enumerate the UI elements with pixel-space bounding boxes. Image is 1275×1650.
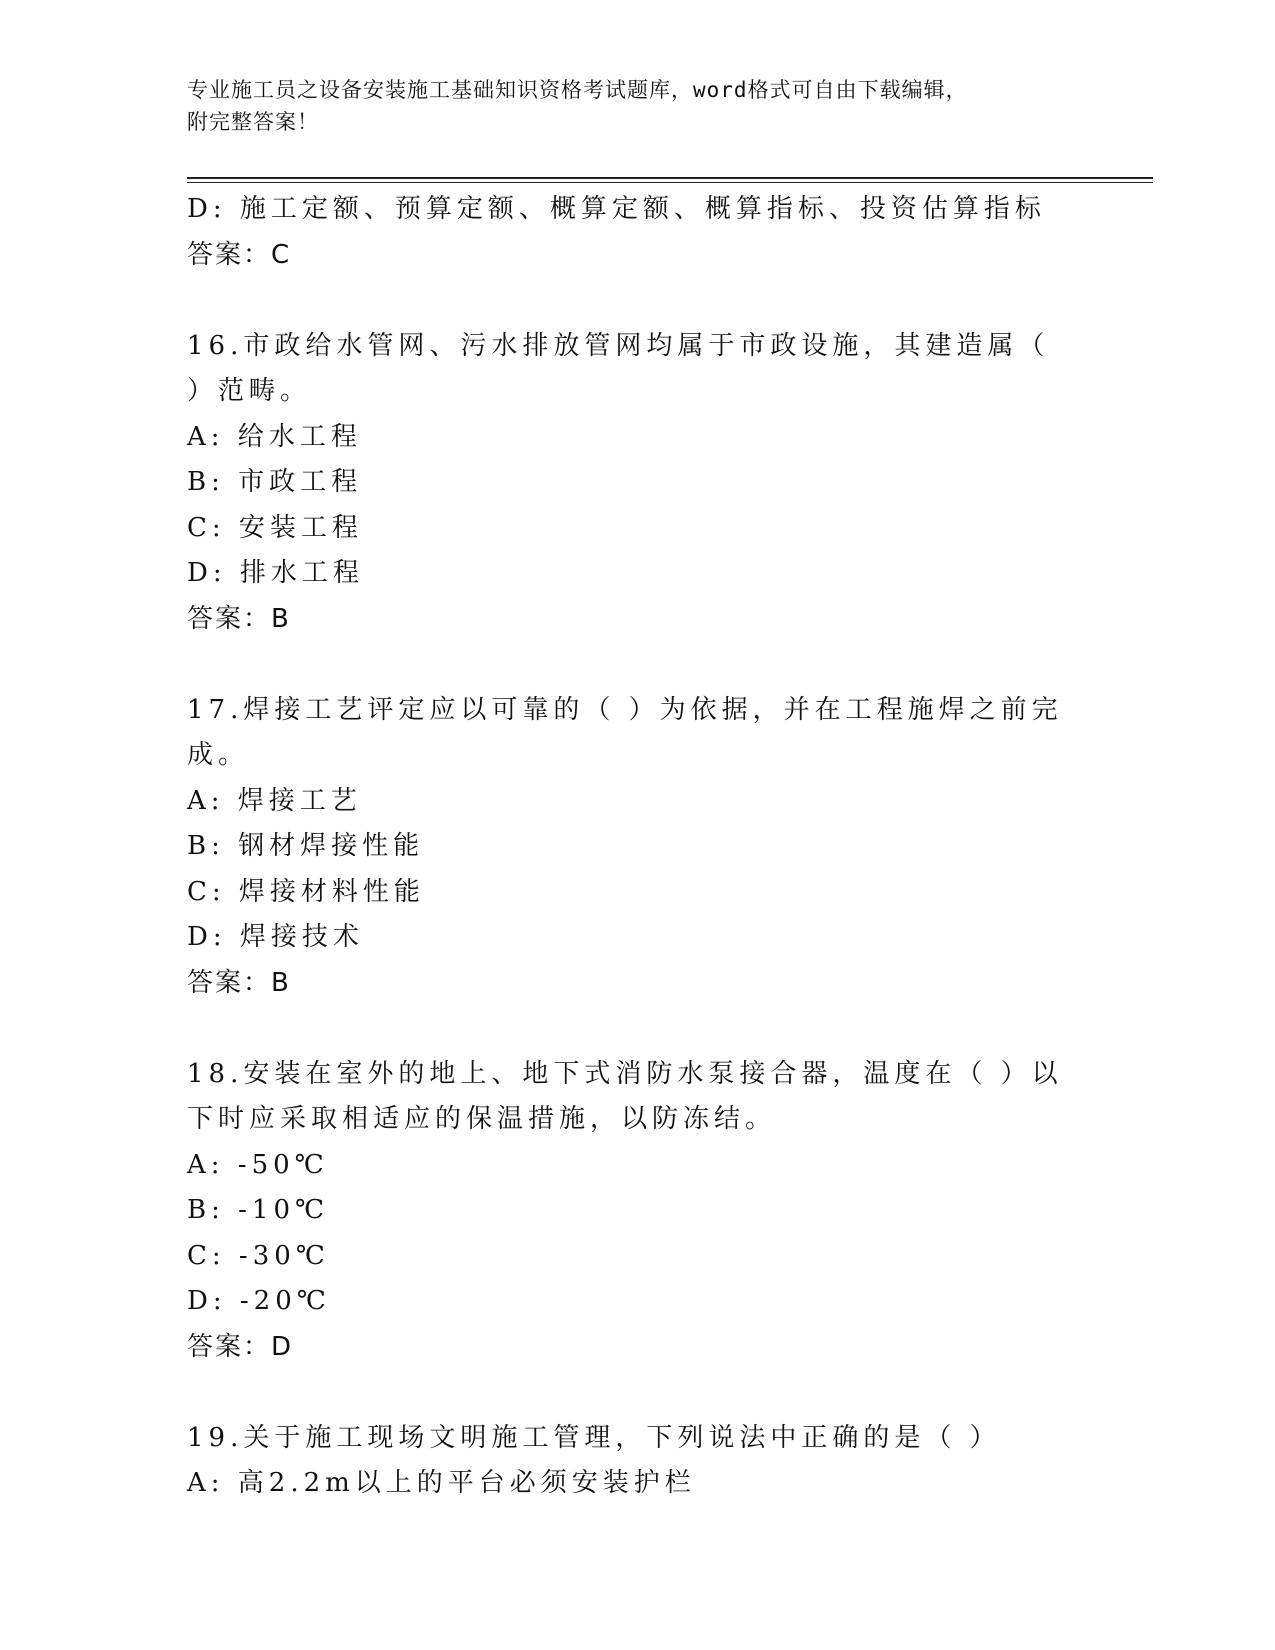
option-d: D: 排水工程 [187, 558, 364, 588]
answer: 答案：D [187, 1331, 294, 1362]
option-b: B: -10℃ [187, 1195, 330, 1225]
option-c: C: 安装工程 [187, 512, 363, 543]
header-divider-thin [187, 182, 1153, 183]
spacer [187, 1370, 1067, 1416]
answer: 答案：B [187, 603, 291, 634]
option-c: C: -30℃ [187, 1240, 330, 1271]
header-title-line-1: 专业施工员之设备安装施工基础知识资格考试题库，word格式可自由下载编辑， [187, 78, 968, 102]
question-stem: 18.安装在室外的地上、地下式消防水泵接合器，温度在（ ）以下时应采取相适应的保温措施，以防冻结。 [187, 1058, 1063, 1134]
question-17 [187, 688, 1067, 1007]
option-d: D: 焊接技术 [187, 922, 364, 952]
option-a: A: 焊接工艺 [187, 785, 362, 816]
question-list [187, 187, 1067, 1507]
document-header [187, 74, 1157, 138]
option-a: A: -50℃ [187, 1149, 329, 1180]
option-a: A: 给水工程 [187, 421, 362, 452]
question-19 [187, 1416, 1067, 1507]
option-d: D: -20℃ [187, 1286, 331, 1316]
question-stem: 17.焊接工艺评定应以可靠的（ ）为依据，并在工程施焊之前完成。 [187, 694, 1063, 770]
option-c: C: 焊接材料性能 [187, 876, 425, 907]
question-stem: 19.关于施工现场文明施工管理，下列说法中正确的是（ ） [187, 1422, 1001, 1453]
answer: 答案：B [187, 967, 291, 998]
question-16 [187, 324, 1067, 643]
option-b: B: 钢材焊接性能 [187, 831, 425, 861]
header-title-line-2: 附完整答案！ [187, 110, 319, 134]
spacer [187, 278, 1067, 324]
header-divider-thick [187, 177, 1153, 179]
prev-option-d: D: 施工定额、预算定额、概算定额、概算指标、投资估算指标 [187, 194, 1046, 224]
option-b: B: 市政工程 [187, 467, 363, 497]
question-stem: 16.市政给水管网、污水排放管网均属于市政设施，其建造属（ ）范畴。 [187, 330, 1050, 406]
prev-answer: 答案：C [187, 239, 292, 270]
spacer [187, 1006, 1067, 1052]
option-a: A: 高2.2m以上的平台必须安装护栏 [187, 1468, 696, 1498]
spacer [187, 642, 1067, 688]
question-18 [187, 1052, 1067, 1371]
